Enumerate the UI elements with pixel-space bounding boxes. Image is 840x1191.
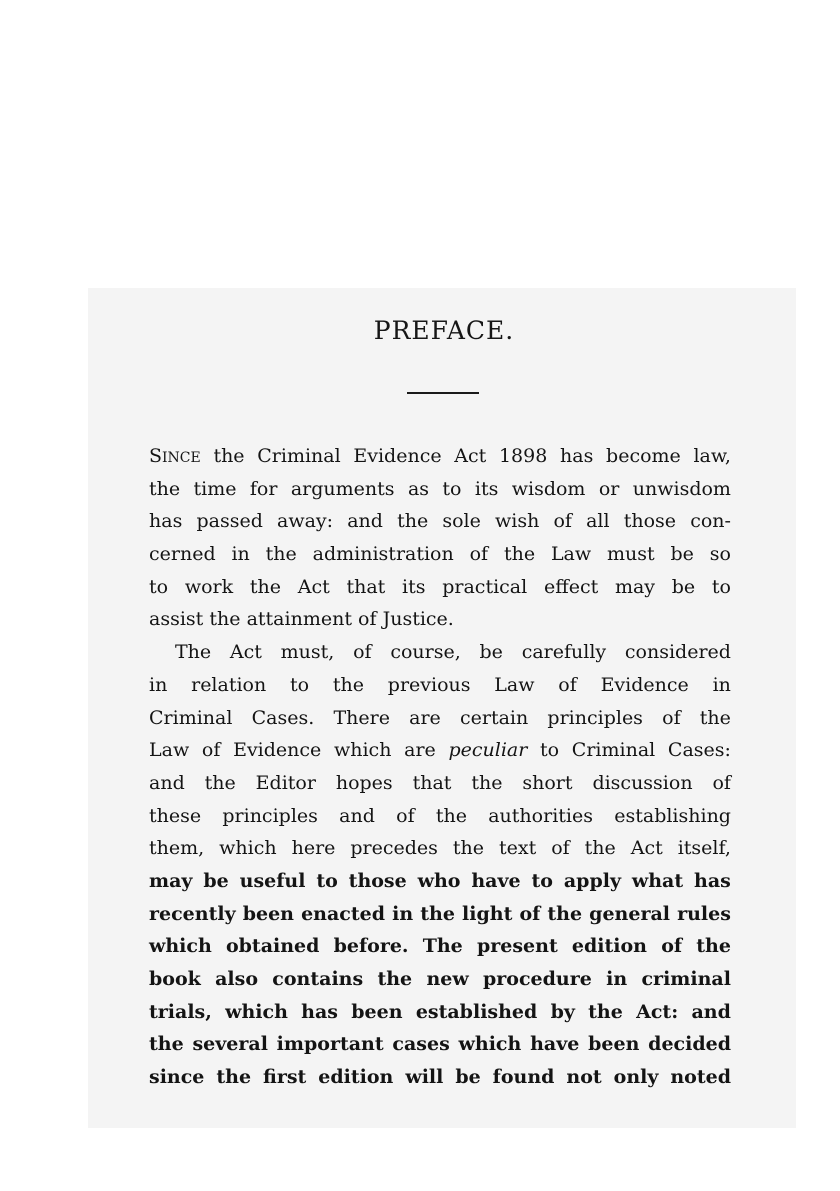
text-line: these principles and of the authorities establishing [149,804,731,827]
text-line: the time for arguments as to its wisdom or unwisdom [149,477,731,500]
text-line: in relation to the previous Law of Evidence in [149,673,731,696]
text-line: The Act must, of course, be carefully considered [175,641,731,664]
text-line: may be useful to those who have to apply what has [149,869,731,892]
text-line: has passed away: and the sole wish of all those con- [149,510,731,533]
text-line: assist the attainment of Justice. [149,608,454,631]
text-line: Law of Evidence which are peculiar to Criminal Cases: [149,739,731,762]
preface-text [149,440,731,1094]
text-line: book also contains the new procedure in criminal [149,968,731,990]
text-line: which obtained before. The present edition of the [149,935,731,958]
text-line: Criminal Cases. There are certain principles of the [149,706,731,729]
paragraph-2 [149,636,731,1094]
text-line: trials, which has been established by the Act: and [149,1000,731,1023]
page-title: PREFACE. [373,316,515,345]
text-line: them, which here precedes the text of the Act itself, [149,837,731,860]
text-line: to work the Act that its practical effect may be to [149,575,731,598]
text-line: since the first edition will be found not only noted [149,1066,731,1089]
title-rule [407,392,479,394]
text-line: recently been enacted in the light of the general rules [149,902,731,925]
text-line: the several important cases which have been decided [149,1033,731,1056]
text-line: SINCE the Criminal Evidence Act 1898 has become law, [149,445,731,467]
text-line: cerned in the administration of the Law must be so [149,543,731,566]
paragraph-1 [149,440,731,636]
text-line: and the Editor hopes that the short discussion of [149,771,731,794]
